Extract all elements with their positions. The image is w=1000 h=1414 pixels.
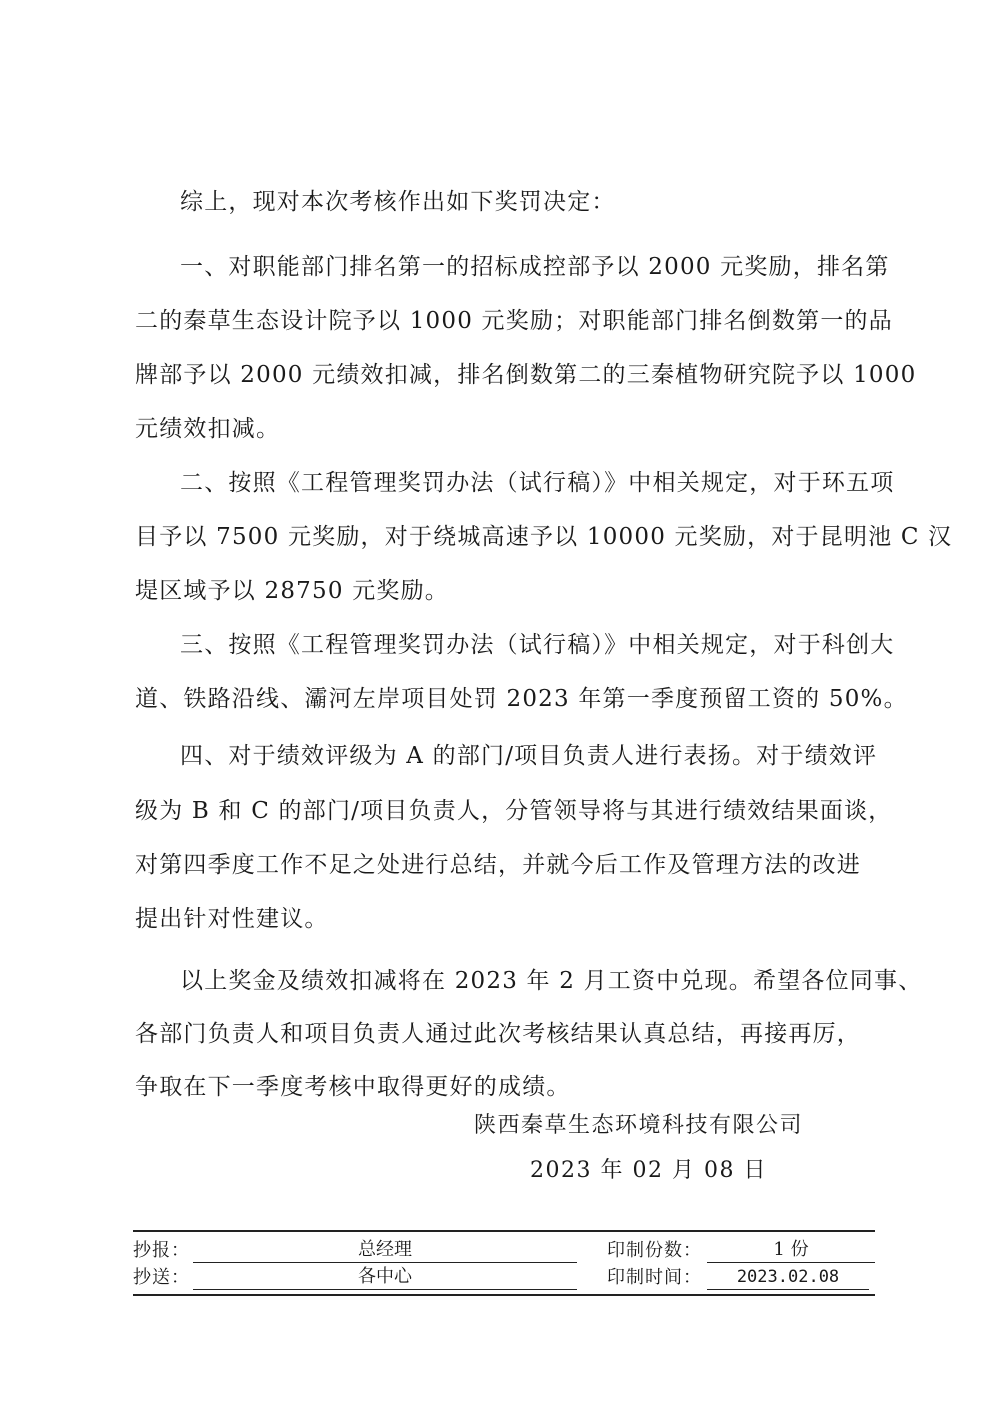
intro-paragraph: 综上，现对本次考核作出如下奖罚决定： xyxy=(180,189,616,215)
item-four-line: 四、对于绩效评级为 A 的部门/项目负责人进行表扬。对于绩效评 xyxy=(180,743,878,769)
item-four-line: 提出针对性建议。 xyxy=(135,906,329,932)
signature-company: 陕西秦草生态环境科技有限公司 xyxy=(474,1113,804,1138)
distribution-bottom-rule xyxy=(133,1294,875,1296)
item-two-line: 目予以 7500 元奖励，对于绕城高速予以 10000 元奖励，对于昆明池 C 汉 xyxy=(135,524,953,550)
item-three-line: 道、铁路沿线、灞河左岸项目处罚 2023 年第一季度预留工资的 50%。 xyxy=(135,686,908,712)
print-time-label: 印制时间： xyxy=(607,1267,702,1288)
report-value: 总经理 xyxy=(193,1238,577,1263)
item-one-line: 牌部予以 2000 元绩效扣减，排名倒数第二的三秦植物研究院予以 1000 xyxy=(135,362,917,388)
distribution-top-rule xyxy=(133,1230,875,1232)
item-two-line: 二、按照《工程管理奖罚办法（试行稿）》中相关规定，对于环五项 xyxy=(180,470,895,496)
item-one-line: 元绩效扣减。 xyxy=(135,416,281,442)
item-four-line: 级为 B 和 C 的部门/项目负责人，分管领导将与其进行绩效结果面谈， xyxy=(135,798,893,824)
signature-date: 2023 年 02 月 08 日 xyxy=(530,1158,767,1183)
distribution-row-copy xyxy=(133,1265,875,1291)
closing-line: 以上奖金及绩效扣减将在 2023 年 2 月工资中兑现。希望各位同事、 xyxy=(180,968,923,994)
closing-line: 争取在下一季度考核中取得更好的成绩。 xyxy=(135,1074,571,1100)
closing-line: 各部门负责人和项目负责人通过此次考核结果认真总结，再接再厉， xyxy=(135,1021,861,1047)
distribution-row-report xyxy=(133,1238,875,1264)
item-two-line: 堤区域予以 28750 元奖励。 xyxy=(135,578,449,604)
item-four-line: 对第四季度工作不足之处进行总结，并就今后工作及管理方法的改进 xyxy=(135,852,861,878)
copies-value: 1 份 xyxy=(707,1238,875,1263)
item-three-line: 三、按照《工程管理奖罚办法（试行稿）》中相关规定，对于科创大 xyxy=(180,632,895,658)
item-one-line: 一、对职能部门排名第一的招标成控部予以 2000 元奖励，排名第 xyxy=(180,254,890,280)
print-time-value: 2023.02.08 xyxy=(707,1265,869,1290)
copy-label: 抄送： xyxy=(133,1267,190,1288)
copies-label: 印制份数： xyxy=(607,1240,702,1261)
item-one-line: 二的秦草生态设计院予以 1000 元奖励；对职能部门排名倒数第一的品 xyxy=(135,308,893,334)
copy-value: 各中心 xyxy=(193,1265,577,1290)
report-label: 抄报： xyxy=(133,1240,190,1261)
